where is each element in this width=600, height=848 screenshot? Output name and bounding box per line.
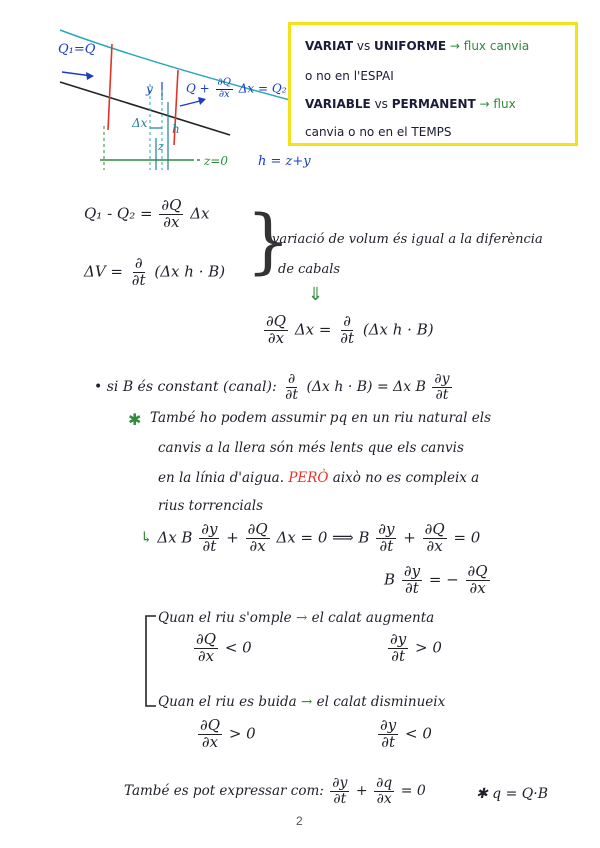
vs-word-1: vs [356,39,371,53]
final-fraction-1 [330,776,349,806]
e4-den1: ∂t [202,536,217,555]
fill-rel2: > 0 [415,638,442,657]
star-line-1: També ho podem assumir pq en un riu natural els [150,410,491,426]
box-line-3 [305,97,516,111]
fill-case [158,610,434,626]
page-number: 2 [296,814,303,828]
e1-left: Q₁ - Q₂ = [84,204,153,223]
bullet-num: ∂ [287,371,296,387]
fill-num2: ∂y [390,630,407,648]
final-num2: ∂q [376,775,393,791]
final-expression [124,776,426,806]
e4-a: Δx B [157,528,193,547]
q-definition-text: ✱ q = Q·B [476,786,548,802]
star-line-3-a: en la línia d'aigua. [158,470,285,486]
empty-case [158,694,445,710]
bullet-den2: ∂t [435,386,449,403]
empty-arrow-icon: → [301,694,313,710]
empty-text: Quan el riu es buida [158,694,297,710]
e4-plus: + [226,528,239,547]
star-line-3 [158,470,479,486]
e1-den: ∂x [163,212,180,231]
final-den1: ∂t [333,790,347,807]
e5-den1: ∂t [405,578,419,597]
e2-num: ∂ [134,254,143,272]
e4-fraction-1 [199,522,219,555]
e2-fraction [130,256,148,289]
asterisk-icon: ✱ [128,410,142,429]
vs-word-2: vs [374,97,388,111]
final-fraction-2 [374,776,394,806]
final-den2: ∂x [376,790,392,807]
bullet-text: • si B és constant (canal): [94,379,277,396]
e3-mid: Δx = [294,320,332,339]
e3-den1: ∂x [267,328,285,347]
empty-dq [196,718,256,751]
curly-brace: } [246,200,291,282]
q-definition [476,786,548,802]
fill-den1: ∂x [197,646,215,665]
e5-num1: ∂y [403,562,421,580]
star-line-4: rius torrencials [158,498,264,514]
q2-pre: Q + [186,81,210,96]
bullet-den: ∂t [285,386,299,403]
uniforme-word: UNIFORME [374,39,447,53]
empty-result: el calat disminueix [316,694,446,710]
e1-num: ∂Q [161,196,182,214]
e4-den3: ∂t [379,536,394,555]
e4-fraction-2 [246,522,270,555]
z-label: z [158,140,164,153]
bullet-mid: (Δx h · B) = Δx B [306,379,426,396]
e2-den: ∂t [131,270,146,289]
equation-q-difference [84,198,209,231]
empty-fraction-1 [198,718,222,751]
fill-result: el calat augmenta [311,610,435,626]
empty-rel1: > 0 [228,724,256,743]
equation-result [384,564,492,597]
permanent-word: PERMANENT [391,97,476,111]
fill-num1: ∂Q [196,630,217,648]
box-line-3-tail: → flux [479,97,516,111]
fill-den2: ∂t [391,646,406,665]
section1-line [108,44,112,130]
e5-fraction-1 [402,564,422,597]
equation-combined [262,314,434,347]
e2-right: (Δx h · B) [154,262,226,281]
e5-a: B [384,570,396,589]
e4-num4: ∂Q [424,520,445,538]
final-end: = 0 [400,783,426,800]
brace-text-1: variació de volum és igual a la diferència [272,232,543,247]
star-line-3-b: això no es compleix a [332,470,480,486]
e3-den2: ∂t [340,328,355,347]
y-label: y [146,82,153,96]
star-line-2: canvis a la llera són més lents que els canvis [158,440,464,456]
bullet-fraction-2 [432,372,451,402]
e3-fraction-1 [264,314,288,347]
e3-num2: ∂ [343,312,352,330]
q2-label [186,78,287,100]
fill-rel1: < 0 [224,638,252,657]
empty-fraction-2 [378,718,398,751]
q2-post: Δx = Q₂ [238,81,287,96]
e4-fraction-3 [376,522,396,555]
equation-derivation [140,522,480,555]
e1-right: Δx [190,204,210,223]
e4-fraction-4 [423,522,447,555]
equation-volume [84,256,225,289]
fill-fraction-1 [194,632,218,665]
h-label: h [172,122,180,136]
fill-dq [192,632,252,665]
e4-num3: ∂y [378,520,395,538]
box-line-2: o no en l'ESPAI [305,69,394,83]
hook-arrow-icon: ↳ [140,528,153,547]
e1-fraction [159,198,183,231]
fill-dy [386,632,442,665]
e4-num2: ∂Q [247,520,268,538]
empty-den2: ∂t [381,732,396,751]
e4-den4: ∂x [426,536,443,555]
box-line-4: canvia o no en el TEMPS [305,125,452,139]
q2-fraction [216,78,233,100]
fill-text: Quan el riu s'omple [158,610,292,626]
variat-word: VARIAT [305,39,354,53]
fill-arrow-icon: → [295,610,308,626]
box-line-1 [305,39,529,53]
empty-dy [376,718,432,751]
bullet-num2: ∂y [434,371,450,387]
e3-fraction-2 [338,314,356,347]
q2-num: ∂Q [217,77,231,88]
definitions-box [288,22,578,146]
down-arrow-icon: ⇓ [308,284,324,305]
constant-b-statement [94,372,454,402]
e4-mid: Δx = 0 ⟹ B [276,528,370,547]
final-num1: ∂y [332,775,348,791]
bullet-fraction-1 [283,372,300,402]
e4-plus2: + [403,528,416,547]
final-text: També es pot expressar com: [124,783,324,800]
e5-fraction-2 [466,564,490,597]
e4-den2: ∂x [249,536,266,555]
empty-rel2: < 0 [405,724,432,743]
e3-num1: ∂Q [266,312,287,330]
empty-num2: ∂y [380,716,397,734]
final-plus: + [355,783,368,800]
empty-num1: ∂Q [200,716,221,734]
e2-left: ΔV = [84,262,124,281]
dx-label: Δx [132,116,148,130]
brace-text-2: de cabals [278,262,341,277]
h-equation: h = z+y [258,154,311,169]
box-line-1-tail: → flux canvia [449,39,530,53]
e4-num1: ∂y [201,520,218,538]
q1-label: Q₁=Q [58,42,96,57]
q2-den: ∂x [218,88,230,100]
pero-word: PERÒ [288,470,329,486]
e5-den2: ∂x [469,578,486,597]
e5-mid: = − [428,570,459,589]
empty-den1: ∂x [201,732,219,751]
z0-label: z=0 [204,154,229,168]
e3-right: (Δx h · B) [362,320,434,339]
cases-bracket [140,612,160,712]
e4-end: = 0 [453,528,481,547]
fill-fraction-2 [388,632,408,665]
variable-word: VARIABLE [305,97,371,111]
e5-num2: ∂Q [467,562,488,580]
